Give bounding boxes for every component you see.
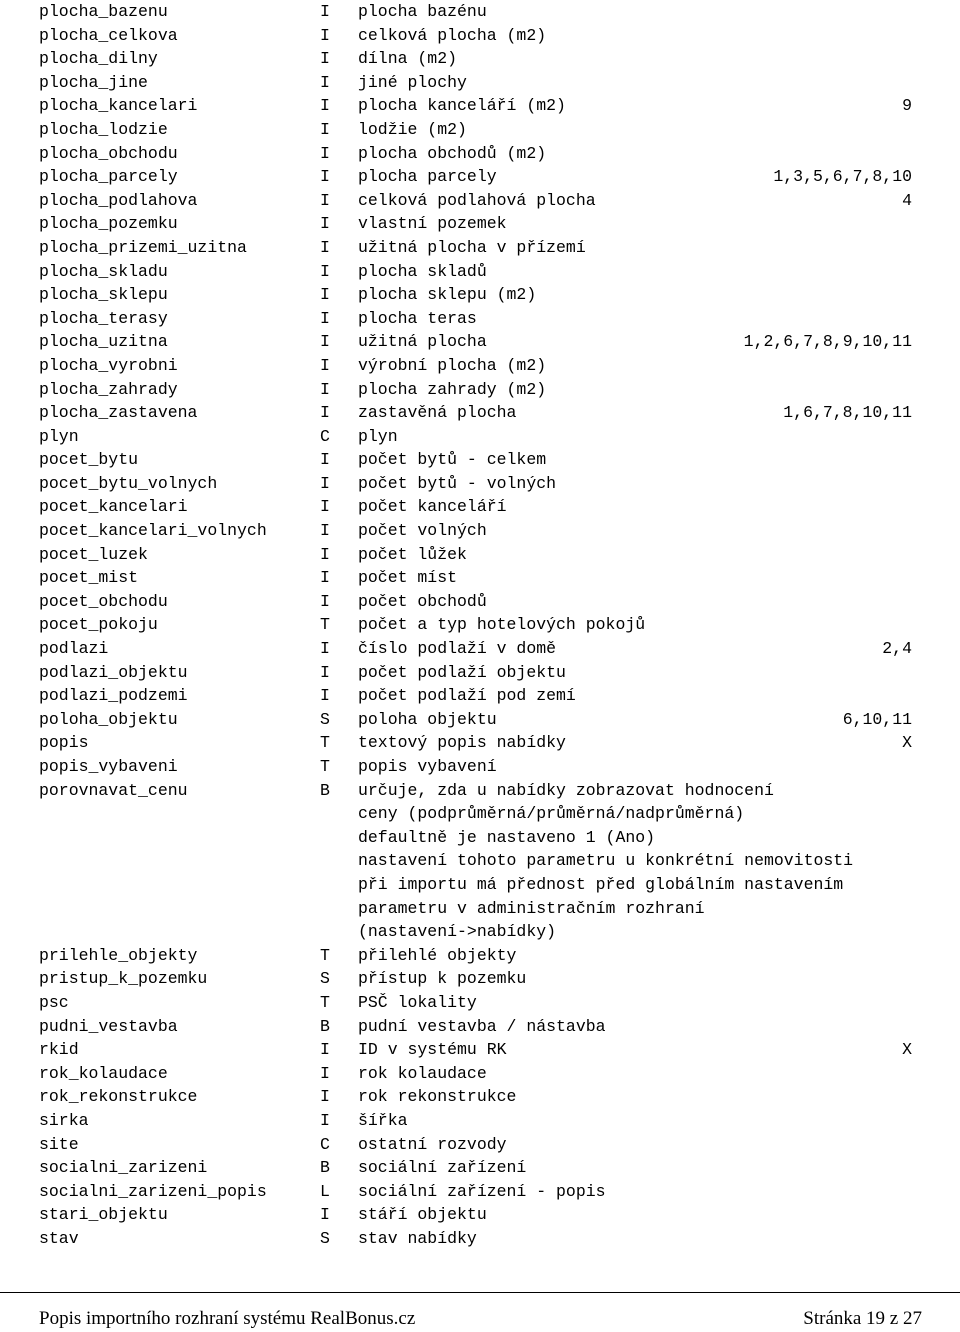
param-name: plocha_prizemi_uzitna	[39, 237, 247, 257]
param-name: sirka	[39, 1110, 89, 1130]
table-row	[0, 401, 960, 425]
param-name: plocha_uzitna	[39, 332, 168, 352]
param-description: počet obchodů	[358, 591, 487, 611]
param-name: plocha_obchodu	[39, 143, 178, 163]
param-name: pocet_obchodu	[39, 591, 168, 611]
param-description: počet kanceláří	[358, 497, 507, 517]
table-row	[0, 354, 960, 378]
param-type: C	[320, 1134, 330, 1154]
param-name: plyn	[39, 426, 79, 446]
table-row	[0, 24, 960, 48]
table-row	[0, 307, 960, 331]
param-type: I	[320, 1110, 330, 1130]
table-row	[0, 684, 960, 708]
param-description: počet podlaží objektu	[358, 662, 566, 682]
param-name: plocha_dilny	[39, 49, 158, 69]
footer-page-number: Stránka 19 z 27	[803, 1308, 922, 1329]
table-row	[0, 260, 960, 284]
table-row	[0, 708, 960, 732]
table-row-continuation	[0, 920, 960, 944]
param-type: I	[320, 25, 330, 45]
param-name: pudni_vestavba	[39, 1016, 178, 1036]
param-name: porovnavat_cenu	[39, 780, 188, 800]
table-row-continuation	[0, 826, 960, 850]
param-categories: 6,10,11	[842, 709, 912, 729]
param-name: plocha_vyrobni	[39, 355, 178, 375]
table-row	[0, 0, 960, 24]
param-type: T	[320, 757, 330, 776]
param-description: rok kolaudace	[358, 1063, 487, 1083]
table-row	[0, 1203, 960, 1227]
param-name: prilehle_objekty	[39, 945, 198, 965]
param-name: plocha_parcely	[39, 167, 178, 187]
param-description: při importu má přednost před globálním nastavením	[358, 874, 844, 894]
param-name: rkid	[39, 1040, 79, 1060]
param-name: plocha_bazenu	[39, 2, 168, 21]
table-row	[0, 472, 960, 496]
table-row	[0, 47, 960, 71]
param-type: I	[320, 1205, 330, 1225]
param-description: nastavení tohoto parametru u konkrétní nemovitosti	[358, 851, 854, 871]
param-description: počet a typ hotelových pokojů	[358, 615, 646, 635]
param-type: I	[320, 1040, 330, 1060]
param-name: pristup_k_pozemku	[39, 969, 208, 989]
table-row-continuation	[0, 897, 960, 921]
param-description: ostatní rozvody	[358, 1134, 507, 1154]
param-name: pocet_kancelari	[39, 497, 188, 517]
table-row	[0, 779, 960, 803]
param-description: plocha bazénu	[358, 2, 487, 21]
param-type: T	[320, 733, 330, 753]
param-name: pocet_bytu	[39, 450, 139, 470]
param-description: ceny (podprůměrná/průměrná/nadprůměrná)	[358, 804, 745, 824]
param-type: I	[320, 544, 330, 564]
table-row	[0, 967, 960, 991]
param-description: dílna (m2)	[358, 49, 458, 69]
param-type: I	[320, 379, 330, 399]
param-type: I	[320, 143, 330, 163]
param-name: plocha_sklepu	[39, 285, 168, 305]
param-type: I	[320, 568, 330, 588]
table-row	[0, 613, 960, 637]
table-row	[0, 590, 960, 614]
param-type: S	[320, 1228, 330, 1248]
param-description: vlastní pozemek	[358, 214, 507, 234]
param-type: I	[320, 497, 330, 517]
param-description: plyn	[358, 426, 398, 446]
param-name: pocet_mist	[39, 568, 139, 588]
param-description: (nastavení->nabídky)	[358, 922, 557, 942]
table-row	[0, 71, 960, 95]
param-name: site	[39, 1134, 79, 1154]
param-type: I	[320, 473, 330, 493]
param-description: přilehlé objekty	[358, 945, 517, 965]
table-row	[0, 330, 960, 354]
param-name: popis_vybaveni	[39, 757, 178, 776]
table-row	[0, 1156, 960, 1180]
param-name: pocet_bytu_volnych	[39, 473, 218, 493]
table-row	[0, 519, 960, 543]
param-description: popis vybavení	[358, 757, 497, 776]
param-name: podlazi_podzemi	[39, 686, 188, 706]
param-type: I	[320, 167, 330, 187]
table-row	[0, 118, 960, 142]
param-description: počet míst	[358, 568, 458, 588]
param-type: I	[320, 686, 330, 706]
param-type: I	[320, 190, 330, 210]
table-row	[0, 566, 960, 590]
param-description: parametru v administračním rozhraní	[358, 898, 705, 918]
param-name: stav	[39, 1228, 79, 1248]
table-row-continuation	[0, 849, 960, 873]
param-description: jiné plochy	[358, 72, 467, 92]
table-row	[0, 731, 960, 755]
table-row	[0, 991, 960, 1015]
param-categories: 1,2,6,7,8,9,10,11	[743, 332, 912, 352]
table-row	[0, 1133, 960, 1157]
param-name: pocet_pokoju	[39, 615, 158, 635]
param-type: I	[320, 214, 330, 234]
param-name: plocha_jine	[39, 72, 148, 92]
param-description: stav nabídky	[358, 1228, 477, 1248]
param-name: rok_kolaudace	[39, 1063, 168, 1083]
table-row	[0, 1085, 960, 1109]
table-row	[0, 755, 960, 779]
param-name: podlazi	[39, 639, 109, 659]
param-description: celková podlahová plocha	[358, 190, 596, 210]
param-type: I	[320, 72, 330, 92]
param-categories: 1,3,5,6,7,8,10	[773, 167, 912, 187]
table-row	[0, 637, 960, 661]
param-description: plocha skladů	[358, 261, 487, 281]
param-type: B	[320, 1016, 330, 1036]
param-type: S	[320, 709, 330, 729]
param-type: T	[320, 615, 330, 635]
param-type: I	[320, 662, 330, 682]
param-description: sociální zařízení	[358, 1158, 527, 1178]
param-description: šířka	[358, 1110, 408, 1130]
table-row	[0, 142, 960, 166]
table-row	[0, 189, 960, 213]
table-row-continuation	[0, 873, 960, 897]
param-name: plocha_podlahova	[39, 190, 198, 210]
param-type: I	[320, 96, 330, 116]
param-name: podlazi_objektu	[39, 662, 188, 682]
param-description: plocha zahrady (m2)	[358, 379, 547, 399]
param-description: počet bytů - volných	[358, 473, 557, 493]
param-categories: X	[902, 1040, 912, 1060]
param-type: S	[320, 969, 330, 989]
param-type: I	[320, 119, 330, 139]
table-row	[0, 1109, 960, 1133]
table-row	[0, 212, 960, 236]
param-type: B	[320, 1158, 330, 1178]
table-row	[0, 378, 960, 402]
param-description: plocha sklepu (m2)	[358, 285, 537, 305]
param-description: užitná plocha	[358, 332, 487, 352]
table-row-continuation	[0, 802, 960, 826]
param-name: poloha_objektu	[39, 709, 178, 729]
param-name: plocha_zahrady	[39, 379, 178, 399]
param-description: celková plocha (m2)	[358, 25, 547, 45]
param-description: pudní vestavba / nástavba	[358, 1016, 606, 1036]
param-description: užitná plocha v přízemí	[358, 237, 586, 257]
table-row	[0, 944, 960, 968]
param-description: počet podlaží pod zemí	[358, 686, 576, 706]
param-description: plocha obchodů (m2)	[358, 143, 547, 163]
param-type: I	[320, 2, 330, 21]
param-description: sociální zařízení - popis	[358, 1181, 606, 1201]
param-name: plocha_skladu	[39, 261, 168, 281]
param-type: I	[320, 1087, 330, 1107]
param-type: C	[320, 426, 330, 446]
table-row	[0, 448, 960, 472]
footer-document-title: Popis importního rozhraní systému RealBonus.cz	[39, 1308, 416, 1329]
param-description: počet volných	[358, 521, 487, 541]
param-name: popis	[39, 733, 89, 753]
param-description: určuje, zda u nabídky zobrazovat hodnocení	[358, 780, 774, 800]
param-categories: 1,6,7,8,10,11	[783, 403, 912, 423]
param-description: rok rekonstrukce	[358, 1087, 517, 1107]
param-description: číslo podlaží v domě	[358, 639, 557, 659]
param-description: textový popis nabídky	[358, 733, 566, 753]
param-name: psc	[39, 992, 69, 1012]
param-categories: 4	[902, 190, 912, 210]
param-name: plocha_pozemku	[39, 214, 178, 234]
param-name: stari_objektu	[39, 1205, 168, 1225]
table-row	[0, 1227, 960, 1251]
param-description: počet bytů - celkem	[358, 450, 547, 470]
param-categories: X	[902, 733, 912, 753]
param-name: pocet_luzek	[39, 544, 148, 564]
param-description: výrobní plocha (m2)	[358, 355, 547, 375]
param-type: I	[320, 285, 330, 305]
table-row	[0, 1180, 960, 1204]
table-row	[0, 94, 960, 118]
param-description: stáří objektu	[358, 1205, 487, 1225]
param-name: socialni_zarizeni_popis	[39, 1181, 267, 1201]
param-name: plocha_celkova	[39, 25, 178, 45]
param-categories: 9	[902, 96, 912, 116]
footer-divider	[0, 1292, 960, 1293]
param-description: plocha parcely	[358, 167, 497, 187]
param-type: I	[320, 450, 330, 470]
param-description: zastavěná plocha	[358, 403, 517, 423]
table-row	[0, 165, 960, 189]
param-type: L	[320, 1181, 330, 1201]
table-row	[0, 1015, 960, 1039]
table-row	[0, 1062, 960, 1086]
param-description: lodžie (m2)	[358, 119, 467, 139]
param-type: T	[320, 992, 330, 1012]
param-name: plocha_terasy	[39, 308, 168, 328]
param-type: I	[320, 332, 330, 352]
param-type: I	[320, 261, 330, 281]
table-row	[0, 543, 960, 567]
param-name: socialni_zarizeni	[39, 1158, 208, 1178]
param-type: I	[320, 49, 330, 69]
param-name: pocet_kancelari_volnych	[39, 521, 267, 541]
param-type: I	[320, 308, 330, 328]
param-name: plocha_zastavena	[39, 403, 198, 423]
table-row	[0, 661, 960, 685]
param-description: počet lůžek	[358, 544, 467, 564]
param-name: plocha_kancelari	[39, 96, 198, 116]
param-description: defaultně je nastaveno 1 (Ano)	[358, 827, 656, 847]
table-row	[0, 1038, 960, 1062]
param-type: I	[320, 1063, 330, 1083]
table-row	[0, 283, 960, 307]
param-description: plocha teras	[358, 308, 477, 328]
param-description: poloha objektu	[358, 709, 497, 729]
param-type: I	[320, 639, 330, 659]
param-type: T	[320, 945, 330, 965]
param-type: I	[320, 591, 330, 611]
param-name: rok_rekonstrukce	[39, 1087, 198, 1107]
table-row	[0, 495, 960, 519]
param-description: ID v systému RK	[358, 1040, 507, 1060]
table-row	[0, 236, 960, 260]
param-categories: 2,4	[882, 639, 912, 659]
param-description: přístup k pozemku	[358, 969, 527, 989]
param-type: I	[320, 521, 330, 541]
param-type: B	[320, 780, 330, 800]
param-type: I	[320, 237, 330, 257]
table-row	[0, 425, 960, 449]
param-description: PSČ lokality	[358, 992, 477, 1012]
param-description: plocha kanceláří (m2)	[358, 96, 566, 116]
param-name: plocha_lodzie	[39, 119, 168, 139]
param-type: I	[320, 403, 330, 423]
param-type: I	[320, 355, 330, 375]
